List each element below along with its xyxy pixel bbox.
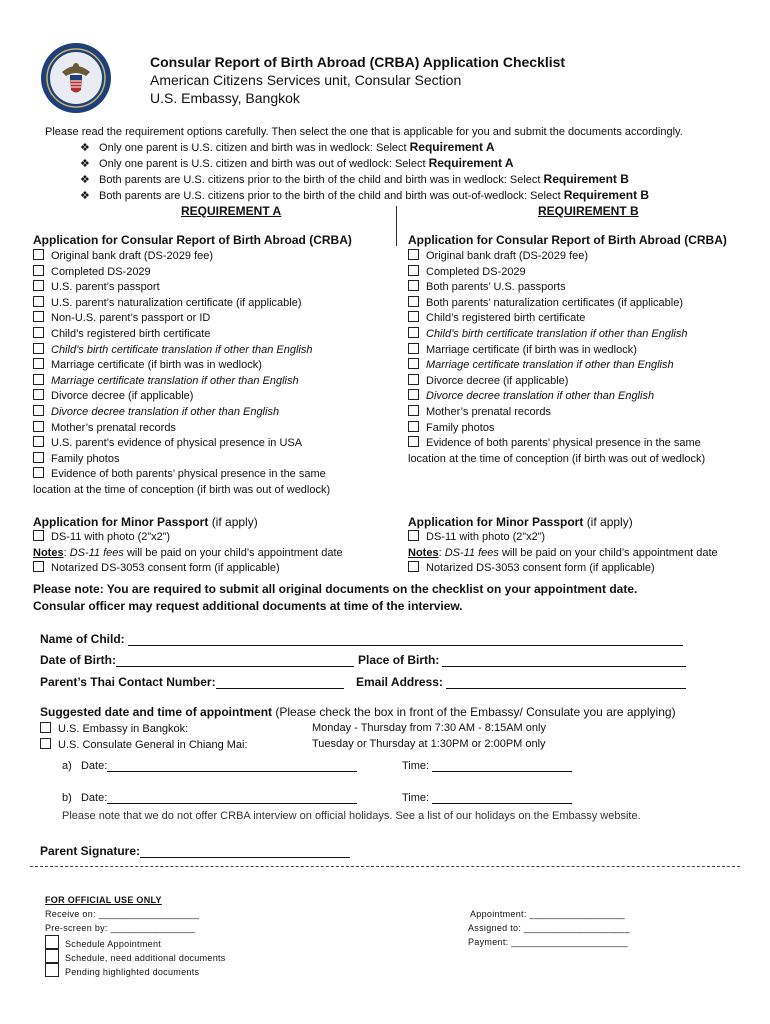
list-item[interactable]: U.S. parent’s passport — [33, 280, 330, 296]
child-name-input[interactable] — [128, 633, 683, 646]
list-item[interactable]: Evidence of both parents’ physical presence in the same — [33, 467, 330, 483]
list-item[interactable]: Mother’s prenatal records — [408, 405, 705, 421]
please-note-line-1: Please note: You are required to submit all original documents on the checklist on your appointment date. — [33, 582, 638, 596]
date-b-input[interactable] — [107, 791, 357, 804]
list-item[interactable]: DS-11 with photo (2”x2”) — [33, 530, 343, 546]
checkbox[interactable] — [33, 405, 44, 416]
list-item-continuation: location at the time of conception (if birth was out of wedlock) — [408, 452, 706, 465]
list-item[interactable]: Both parents’ naturalization certificates (if applicable) — [408, 296, 705, 312]
phone-field: Parent’s Thai Contact Number: — [40, 675, 344, 689]
list-item[interactable]: Marriage certificate translation if other than English — [33, 374, 330, 390]
date-a-field: a) Date: — [62, 759, 357, 772]
checkbox[interactable] — [33, 421, 44, 432]
checkbox[interactable] — [408, 280, 419, 291]
list-item[interactable]: Mother’s prenatal records — [33, 421, 330, 437]
requirement-a-passport-list — [33, 530, 343, 577]
email-field: Email Address: — [356, 675, 686, 689]
list-item[interactable]: Family photos — [33, 452, 330, 468]
subtitle-section: American Citizens Services unit, Consular Section — [150, 72, 462, 88]
list-item[interactable]: U.S. parent’s naturalization certificate (if applicable) — [33, 296, 330, 312]
list-item[interactable]: Family photos — [408, 421, 705, 437]
phone-input[interactable] — [216, 676, 344, 689]
requirement-a-app-title: Application for Consular Report of Birth Abroad (CRBA) — [33, 233, 352, 247]
checkbox[interactable] — [33, 436, 44, 447]
please-note-line-2: Consular officer may request additional documents at time of the interview. — [33, 599, 463, 613]
list-item[interactable]: Notarized DS-3053 consent form (if applicable) — [408, 561, 718, 577]
official-check-schedule[interactable]: Schedule Appointment — [45, 935, 161, 949]
list-item[interactable]: Original bank draft (DS-2029 fee) — [408, 249, 705, 265]
subtitle-embassy: U.S. Embassy, Bangkok — [150, 90, 300, 106]
checkbox[interactable] — [33, 327, 44, 338]
date-b-field: b) Date: — [62, 791, 357, 804]
list-item[interactable]: Divorce decree translation if other than English — [33, 405, 330, 421]
requirement-a-list — [33, 249, 330, 499]
checkbox[interactable] — [45, 963, 59, 977]
list-item[interactable]: Marriage certificate (if birth was in wedlock) — [408, 343, 705, 359]
checkbox[interactable] — [408, 296, 419, 307]
list-item[interactable]: Original bank draft (DS-2029 fee) — [33, 249, 330, 265]
list-item[interactable]: Child’s birth certificate translation if other than English — [408, 327, 705, 343]
consulate-hours: Tuesday or Thursday at 1:30PM or 2:00PM only — [312, 738, 546, 750]
intro-text: Please read the requirement options carefully. Then select the one that is applicable for you and submit the documents accordingly. — [45, 126, 683, 138]
checkbox[interactable] — [408, 311, 419, 322]
official-prescreen: Pre-screen by: ________________ — [45, 923, 196, 933]
holiday-note: Please note that we do not offer CRBA interview on official holidays. See a list of our holidays on the Embassy website. — [62, 810, 641, 822]
checkbox[interactable] — [408, 343, 419, 354]
list-item[interactable]: Both parents’ U.S. passports — [408, 280, 705, 296]
list-item[interactable]: Divorce decree translation if other than English — [408, 389, 705, 405]
checkbox[interactable] — [408, 530, 419, 541]
official-check-pending[interactable]: Pending highlighted documents — [45, 963, 199, 977]
list-item[interactable]: Non-U.S. parent’s passport or ID — [33, 311, 330, 327]
list-item[interactable]: Child’s registered birth certificate — [33, 327, 330, 343]
list-item[interactable]: DS-11 with photo (2”x2”) — [408, 530, 718, 546]
list-item[interactable]: Evidence of both parents’ physical presence in the same — [408, 436, 705, 452]
checkbox[interactable] — [33, 249, 44, 260]
checkbox[interactable] — [408, 436, 419, 447]
consulate-option[interactable]: U.S. Consulate General in Chiang Mai: — [40, 738, 248, 751]
list-item[interactable]: Completed DS-2029 — [408, 265, 705, 281]
checkbox[interactable] — [45, 949, 59, 963]
child-name-field: Name of Child: — [40, 632, 683, 646]
checkbox[interactable] — [33, 280, 44, 291]
list-item[interactable]: U.S. parent’s evidence of physical presence in USA — [33, 436, 330, 452]
list-item[interactable]: Child’s registered birth certificate — [408, 311, 705, 327]
page-title: Consular Report of Birth Abroad (CRBA) Application Checklist — [150, 54, 566, 70]
list-item[interactable]: Divorce decree (if applicable) — [33, 389, 330, 405]
option-3: ❖ Both parents are U.S. citizens prior to the birth of the child and birth was in wedlock: Select Requirement B — [80, 172, 629, 186]
official-use-title: FOR OFFICIAL USE ONLY — [45, 895, 162, 905]
official-assigned: Assigned to: ____________________ — [468, 923, 631, 933]
checkbox[interactable] — [45, 935, 59, 949]
checkbox[interactable] — [408, 374, 419, 385]
embassy-checkbox[interactable] — [40, 722, 51, 733]
appointment-heading: Suggested date and time of appointment (Please check the box in front of the Embassy/ Consulate you are applying) — [40, 705, 676, 719]
option-1: ❖ Only one parent is U.S. citizen and birth was in wedlock: Select Requirement A — [80, 140, 495, 154]
time-b-field: Time: — [402, 791, 572, 804]
requirement-b-list — [408, 249, 705, 467]
option-2: ❖ Only one parent is U.S. citizen and birth was out of wedlock: Select Requirement A — [80, 156, 514, 170]
checkbox[interactable] — [33, 358, 44, 369]
checkbox[interactable] — [33, 467, 44, 478]
requirement-b-label: REQUIREMENT B — [538, 204, 639, 218]
list-item-continuation: location at the time of conception (if birth was out of wedlock) — [33, 483, 331, 496]
requirement-b-app-title: Application for Consular Report of Birth Abroad (CRBA) — [408, 233, 727, 247]
embassy-seal-icon — [40, 42, 112, 114]
checkbox[interactable] — [408, 561, 419, 572]
requirement-a-passport-title: Application for Minor Passport (if apply) — [33, 515, 258, 529]
list-item[interactable]: Child’s birth certificate translation if other than English — [33, 343, 330, 359]
checkbox[interactable] — [408, 327, 419, 338]
checkbox[interactable] — [408, 405, 419, 416]
official-receive: Receive on: ___________________ — [45, 909, 200, 919]
checkbox[interactable] — [33, 452, 44, 463]
list-item[interactable]: Notarized DS-3053 consent form (if applicable) — [33, 561, 343, 577]
checkbox[interactable] — [408, 389, 419, 400]
notes-line: Notes: DS-11 fees will be paid on your child’s appointment date — [33, 546, 343, 559]
date-a-input[interactable] — [107, 759, 357, 772]
signature-field: Parent Signature: — [40, 844, 350, 858]
pob-input[interactable] — [442, 654, 686, 667]
dob-field: Date of Birth: — [40, 653, 354, 667]
checkbox[interactable] — [408, 249, 419, 260]
column-divider — [396, 206, 397, 246]
checkbox[interactable] — [33, 561, 44, 572]
official-payment: Payment: ______________________ — [468, 937, 628, 947]
checkbox[interactable] — [33, 343, 44, 354]
dob-input[interactable] — [116, 654, 354, 667]
checkbox[interactable] — [33, 389, 44, 400]
signature-input[interactable] — [140, 845, 350, 858]
checkbox[interactable] — [33, 311, 44, 322]
list-item[interactable]: Completed DS-2029 — [33, 265, 330, 281]
pob-field: Place of Birth: — [358, 653, 686, 667]
requirement-a-label: REQUIREMENT A — [181, 204, 282, 218]
official-appointment: Appointment: __________________ — [470, 909, 625, 919]
checkbox[interactable] — [33, 374, 44, 385]
embassy-hours: Monday - Thursday from 7:30 AM - 8:15AM only — [312, 722, 546, 734]
email-input[interactable] — [446, 676, 686, 689]
checkbox[interactable] — [33, 530, 44, 541]
time-b-input[interactable] — [432, 791, 572, 804]
checkbox[interactable] — [408, 421, 419, 432]
checkbox[interactable] — [408, 358, 419, 369]
list-item[interactable]: Marriage certificate (if birth was in wedlock) — [33, 358, 330, 374]
time-a-input[interactable] — [432, 759, 572, 772]
requirement-b-passport-list — [408, 530, 718, 577]
checkbox[interactable] — [33, 265, 44, 276]
list-item[interactable]: Marriage certificate translation if other than English — [408, 358, 705, 374]
official-check-need-docs[interactable]: Schedule, need additional documents — [45, 949, 226, 963]
checkbox[interactable] — [408, 265, 419, 276]
embassy-option[interactable]: U.S. Embassy in Bangkok: — [40, 722, 188, 735]
option-4: ❖ Both parents are U.S. citizens prior to the birth of the child and birth was out-of-wedlock: Select Requirement B — [80, 188, 650, 202]
requirement-b-passport-title: Application for Minor Passport (if apply) — [408, 515, 633, 529]
consulate-checkbox[interactable] — [40, 738, 51, 749]
checkbox[interactable] — [33, 296, 44, 307]
time-a-field: Time: — [402, 759, 572, 772]
cut-line-divider — [30, 866, 740, 867]
notes-line: Notes: DS-11 fees will be paid on your child’s appointment date — [408, 546, 718, 559]
list-item[interactable]: Divorce decree (if applicable) — [408, 374, 705, 390]
